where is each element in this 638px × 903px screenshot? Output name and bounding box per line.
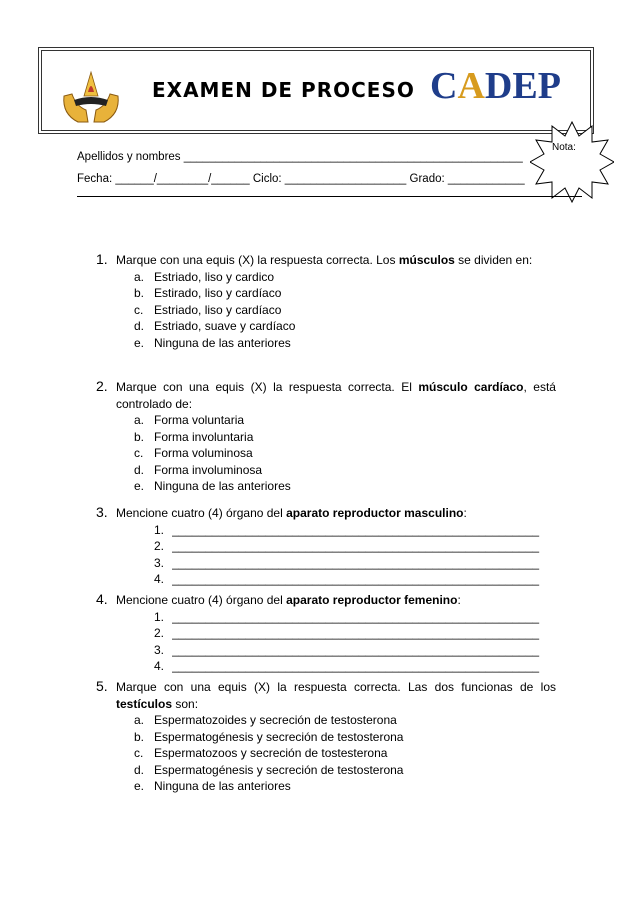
option-e[interactable]: e. Ninguna de las anteriores: [134, 779, 291, 793]
option-d[interactable]: d. Espermatogénesis y secreción de testosterona: [134, 762, 404, 777]
question-1: [96, 252, 556, 351]
question-text: Mencione cuatro (4) órgano del aparato reproductor femenino:: [116, 593, 461, 607]
option-a[interactable]: a. Forma voluntaria: [134, 413, 245, 427]
brand-letter-a: A: [457, 65, 485, 107]
brand-letters-dep: DEP: [484, 65, 561, 107]
question-text: Marque con una equis (X) la respuesta correcta. Las dos funcionas de los testículos son:: [116, 680, 556, 711]
question-number: 2.: [96, 378, 108, 394]
answer-line-3[interactable]: 3. _______________________________________________________: [154, 555, 540, 570]
option-c[interactable]: c. Espermatozoos y secreción de tostesterona: [134, 746, 388, 760]
answer-line-1[interactable]: 1. _______________________________________________________: [154, 522, 540, 537]
options-list: [134, 269, 556, 352]
answer-line-3[interactable]: 3. _______________________________________________________: [154, 642, 540, 657]
answer-line-2[interactable]: 2. _______________________________________________________: [154, 626, 540, 640]
question-4: [96, 592, 556, 675]
answer-line-4[interactable]: 4. _______________________________________________________: [154, 659, 540, 673]
brand-logo: [430, 64, 561, 108]
question-number: 4.: [96, 591, 108, 607]
option-b[interactable]: b. Espermatogénesis y secreción de testosterona: [134, 729, 404, 744]
option-a[interactable]: a. Estriado, liso y cardico: [134, 269, 275, 284]
name-field-line[interactable]: Apellidos y nombres _____________________________________________________: [77, 151, 523, 163]
question-number: 5.: [96, 678, 108, 694]
grade-label: Nota:: [552, 142, 576, 153]
option-c[interactable]: c. Estriado, liso y cardíaco: [134, 302, 282, 317]
option-e[interactable]: e. Ninguna de las anteriores: [134, 479, 291, 493]
question-text: Marque con una equis (X) la respuesta correcta. Los músculos se dividen en:: [116, 253, 533, 267]
answer-line-4[interactable]: 4. _______________________________________________________: [154, 572, 540, 586]
question-number: 3.: [96, 504, 108, 520]
date-cycle-grade-line[interactable]: Fecha: ______/________/______ Ciclo: ___________________ Grado: ____________: [77, 173, 525, 185]
question-text: Marque con una equis (X) la respuesta correcta. El músculo cardíaco, está controlado de:: [116, 380, 556, 411]
question-number: 1.: [96, 251, 108, 267]
option-c[interactable]: c. Forma voluminosa: [134, 446, 253, 460]
question-3: [96, 505, 556, 588]
option-d[interactable]: d. Estriado, suave y cardíaco: [134, 319, 296, 333]
option-e[interactable]: e. Ninguna de las anteriores: [134, 335, 291, 350]
question-5: [96, 679, 556, 795]
options-list: [134, 412, 556, 495]
options-list: [134, 712, 556, 795]
answer-line-1[interactable]: 1. _______________________________________________________: [154, 609, 540, 624]
option-b[interactable]: b. Estirado, liso y cardíaco: [134, 286, 282, 300]
option-d[interactable]: d. Forma involuminosa: [134, 462, 263, 477]
option-b[interactable]: b. Forma involuntaria: [134, 429, 254, 444]
school-logo-icon: [60, 66, 122, 128]
answer-line-2[interactable]: 2. _______________________________________________________: [154, 539, 540, 553]
question-text: Mencione cuatro (4) órgano del aparato reproductor masculino:: [116, 506, 467, 520]
brand-letter-c: C: [430, 65, 458, 107]
grade-star-icon: [530, 120, 614, 204]
exam-title: EXAMEN DE PROCESO: [152, 78, 415, 102]
question-2: [96, 379, 556, 495]
option-a[interactable]: a. Espermatozoides y secreción de testosterona: [134, 713, 397, 727]
header-divider: [77, 196, 582, 197]
